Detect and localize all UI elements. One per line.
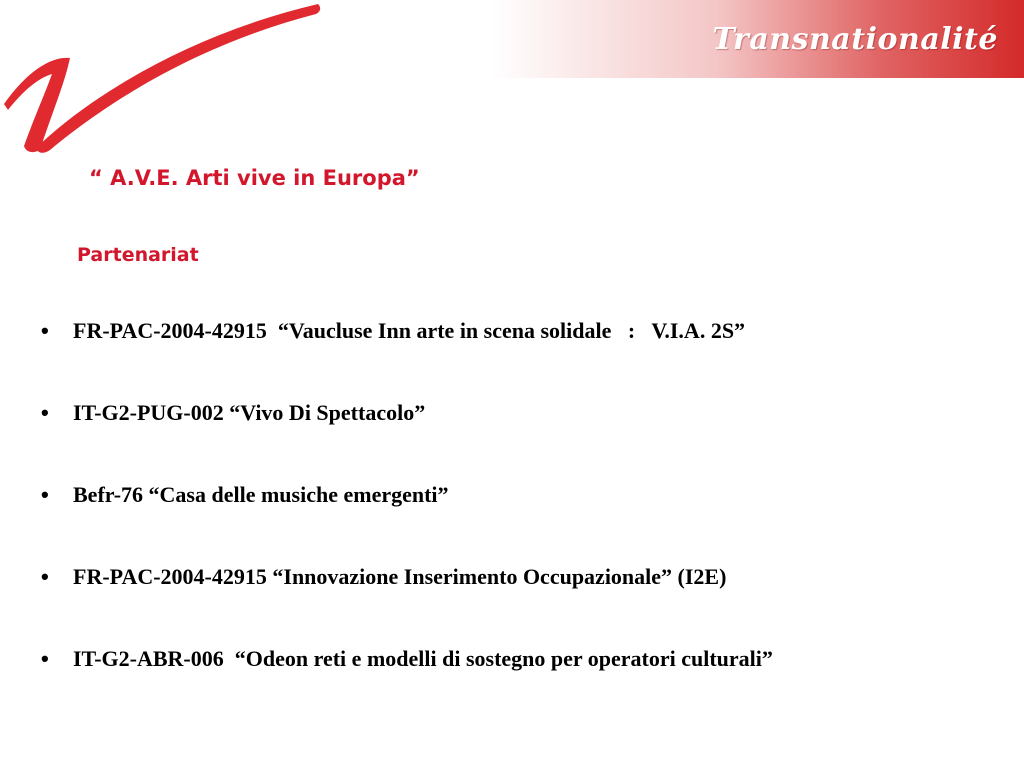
v-logo-icon <box>0 0 330 160</box>
bullet-icon: • <box>41 318 49 343</box>
bullet-icon: • <box>41 564 49 589</box>
bullet-icon: • <box>41 400 49 425</box>
project-list-item <box>41 400 426 482</box>
header-title: Transnationalité <box>712 22 998 57</box>
project-list-item <box>41 318 746 400</box>
project-item-text: Befr-76 “Casa delle musiche emergenti” <box>73 482 449 507</box>
project-list-item <box>41 482 449 564</box>
project-item-text: FR-PAC-2004-42915 “Vaucluse Inn arte in scena solidale : V.I.A. 2S” <box>73 318 746 343</box>
bullet-icon: • <box>41 482 49 507</box>
project-item-text: FR-PAC-2004-42915 “Innovazione Inserimento Occupazionale” (I2E) <box>73 564 727 589</box>
project-item-text: IT-G2-PUG-002 “Vivo Di Spettacolo” <box>73 400 426 425</box>
project-list-item <box>41 564 727 646</box>
project-list <box>41 318 773 728</box>
bullet-icon: • <box>41 646 49 671</box>
project-item-text: IT-G2-ABR-006 “Odeon reti e modelli di sostegno per operatori culturali” <box>73 646 773 671</box>
project-list-item <box>41 646 773 728</box>
v-logo-right-stroke <box>36 4 320 153</box>
slide-subtitle: Partenariat <box>77 244 199 266</box>
slide-title: “ A.V.E. Arti vive in Europa” <box>89 166 420 190</box>
